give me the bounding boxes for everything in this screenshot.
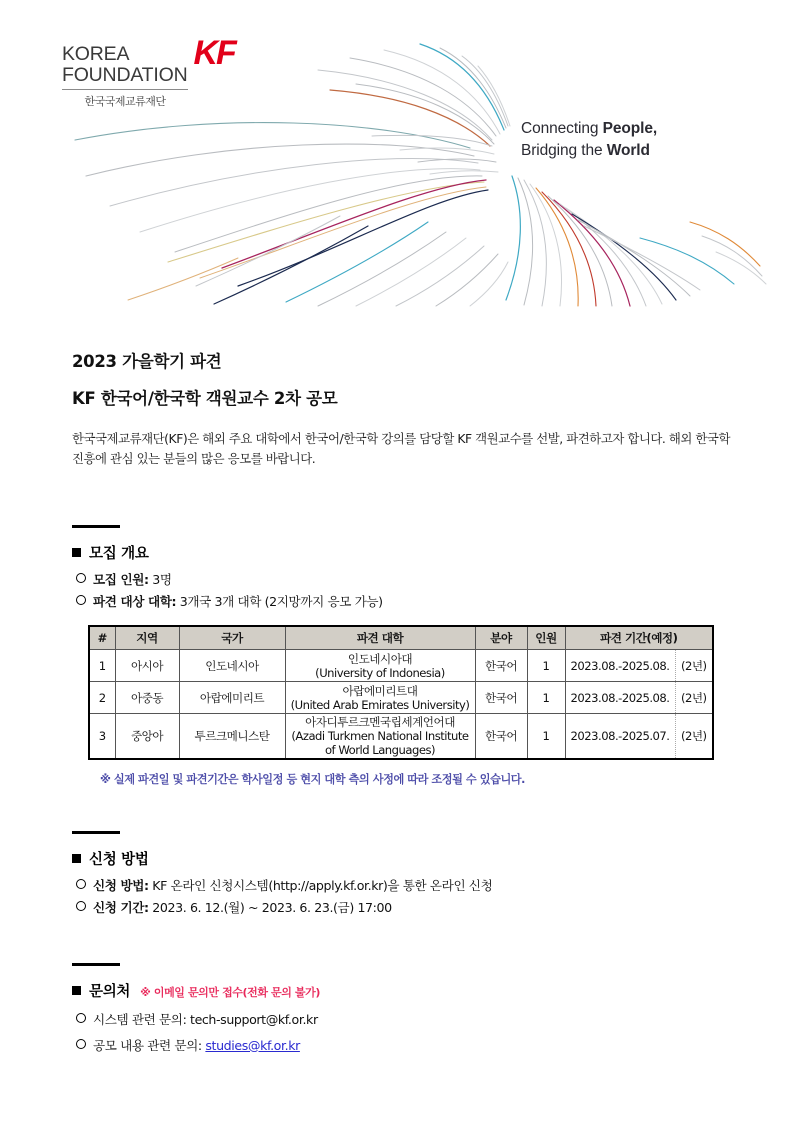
overview-item-0-label: 모집 인원: bbox=[93, 572, 149, 587]
apply-item-0-label: 신청 방법: bbox=[93, 878, 149, 893]
email-link-studies[interactable]: studies@kf.or.kr bbox=[205, 1038, 300, 1053]
th-period: 파견 기간(예정) bbox=[565, 626, 713, 650]
cell-period: 2023.08.-2025.08. bbox=[565, 650, 675, 682]
cell-count: 1 bbox=[527, 714, 565, 760]
section-overview-title: 모집 개요 bbox=[89, 546, 149, 562]
cell-no: 2 bbox=[89, 682, 115, 714]
logo-wordmark bbox=[62, 44, 187, 86]
cell-no: 3 bbox=[89, 714, 115, 760]
logo-line-foundation: FOUNDATION bbox=[62, 64, 188, 86]
brand-tagline bbox=[521, 118, 657, 162]
list-item bbox=[76, 1007, 793, 1033]
contact-note: ※ 이메일 문의만 접수(전화 문의 불가) bbox=[140, 986, 320, 999]
section-contact-title: 문의처 bbox=[89, 984, 131, 1000]
university-name-korean: 아랍에미리트대 bbox=[342, 683, 418, 698]
dispatch-university-table bbox=[88, 625, 714, 760]
list-item bbox=[76, 591, 793, 613]
circle-bullet-icon bbox=[76, 901, 86, 911]
contact-item-0-label: 시스템 관련 문의: bbox=[93, 1012, 187, 1027]
section-rule bbox=[72, 525, 120, 528]
cell-period: 2023.08.-2025.08. bbox=[565, 682, 675, 714]
cell-field: 한국어 bbox=[475, 714, 527, 760]
cell-region: 중앙아 bbox=[115, 714, 179, 760]
university-name-korean: 아자디투르크멘국립세계언어대 bbox=[305, 715, 455, 729]
th-field: 분야 bbox=[475, 626, 527, 650]
table-header-row bbox=[89, 626, 713, 650]
cell-duration: (2년) bbox=[675, 650, 713, 682]
section-contact-heading bbox=[72, 980, 793, 1001]
section-apply bbox=[72, 831, 793, 919]
contact-item-0-value: tech-support@kf.or.kr bbox=[186, 1012, 318, 1027]
tagline-line-2: Bridging the World bbox=[521, 142, 650, 159]
th-region: 지역 bbox=[115, 626, 179, 650]
section-overview bbox=[72, 525, 793, 787]
table-row bbox=[89, 682, 713, 714]
document-body bbox=[0, 320, 793, 1059]
cell-duration: (2년) bbox=[675, 682, 713, 714]
cell-field: 한국어 bbox=[475, 650, 527, 682]
list-item bbox=[76, 1033, 793, 1059]
logo-kf-mark: KF bbox=[193, 34, 235, 72]
kf-logo bbox=[62, 34, 235, 109]
intro-paragraph: 한국국제교류재단(KF)은 해외 주요 대학에서 한국어/한국학 강의를 담당할 KF 객원교수를 선발, 파견하고자 합니다. 해외 한국학 진흥에 관심 있는 분들의 많은 응모를 바랍니다. bbox=[72, 431, 730, 466]
logo-korean-name: 한국국제교류재단 bbox=[84, 95, 166, 108]
apply-item-0-value: KF 온라인 신청시스템(http://apply.kf.or.kr)을 통한 온라인 신청 bbox=[148, 878, 493, 893]
th-university: 파견 대학 bbox=[285, 626, 475, 650]
table-footnote: ※ 실제 파견일 및 파견기간은 학사일정 등 현지 대학 측의 사정에 따라 조정될 수 있습니다. bbox=[100, 773, 525, 786]
apply-item-1-label: 신청 기간: bbox=[93, 900, 149, 915]
square-bullet-icon bbox=[72, 548, 81, 557]
contact-item-1-label: 공모 내용 관련 문의: bbox=[93, 1038, 202, 1053]
circle-bullet-icon bbox=[76, 879, 86, 889]
tagline-line-1: Connecting People, bbox=[521, 120, 658, 137]
cell-count: 1 bbox=[527, 650, 565, 682]
dispatch-university-table-wrapper bbox=[88, 625, 793, 760]
cell-university bbox=[285, 650, 475, 682]
cell-country: 투르크메니스탄 bbox=[179, 714, 285, 760]
cell-university bbox=[285, 714, 475, 760]
section-overview-heading bbox=[72, 542, 793, 563]
circle-bullet-icon bbox=[76, 573, 86, 583]
header-banner bbox=[0, 0, 793, 320]
university-name-english: (University of Indonesia) bbox=[315, 665, 445, 680]
circle-bullet-icon bbox=[76, 595, 86, 605]
list-item bbox=[76, 897, 793, 919]
page-title-line-2: KF 한국어/한국학 객원교수 2차 공모 bbox=[72, 389, 338, 408]
section-apply-title: 신청 방법 bbox=[89, 852, 149, 868]
cell-field: 한국어 bbox=[475, 682, 527, 714]
section-rule bbox=[72, 831, 120, 834]
list-item bbox=[76, 875, 793, 897]
circle-bullet-icon bbox=[76, 1013, 86, 1023]
logo-line-korea: KOREA bbox=[62, 43, 130, 65]
section-contact bbox=[72, 963, 793, 1059]
cell-country: 인도네시아 bbox=[179, 650, 285, 682]
spacer bbox=[0, 469, 793, 525]
cell-no: 1 bbox=[89, 650, 115, 682]
th-no: # bbox=[89, 626, 115, 650]
table-row bbox=[89, 714, 713, 760]
university-name-english: (United Arab Emirates University) bbox=[290, 697, 470, 712]
square-bullet-icon bbox=[72, 986, 81, 995]
cell-region: 아시아 bbox=[115, 650, 179, 682]
logo-divider bbox=[62, 89, 188, 90]
cell-country: 아랍에미리트 bbox=[179, 682, 285, 714]
overview-item-1-label: 파견 대상 대학: bbox=[93, 594, 177, 609]
table-row bbox=[89, 650, 713, 682]
list-item bbox=[76, 569, 793, 591]
cell-university bbox=[285, 682, 475, 714]
spacer bbox=[0, 919, 793, 963]
spacer bbox=[0, 787, 793, 831]
university-name-korean: 인도네시아대 bbox=[347, 651, 413, 666]
overview-item-0-value: 3명 bbox=[148, 572, 172, 587]
th-country: 국가 bbox=[179, 626, 285, 650]
cell-period: 2023.08.-2025.07. bbox=[565, 714, 675, 760]
apply-item-1-value: 2023. 6. 12.(월) ~ 2023. 6. 23.(금) 17:00 bbox=[148, 900, 392, 915]
section-apply-heading bbox=[72, 848, 793, 869]
cell-duration: (2년) bbox=[675, 714, 713, 760]
circle-bullet-icon bbox=[76, 1039, 86, 1049]
page-title-line-1: 2023 가을학기 파견 bbox=[72, 352, 222, 371]
overview-item-1-value: 3개국 3개 대학 (2지망까지 응모 가능) bbox=[176, 594, 383, 609]
th-count: 인원 bbox=[527, 626, 565, 650]
square-bullet-icon bbox=[72, 854, 81, 863]
university-name-english: (Azadi Turkmen National Institute bbox=[291, 729, 469, 743]
university-name-english-2: of World Languages) bbox=[324, 743, 436, 757]
cell-count: 1 bbox=[527, 682, 565, 714]
cell-region: 아중동 bbox=[115, 682, 179, 714]
section-rule bbox=[72, 963, 120, 966]
